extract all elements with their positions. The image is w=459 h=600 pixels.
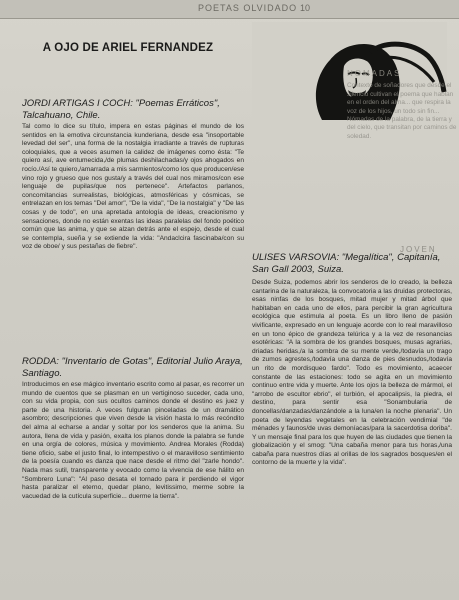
entry-heading: RODDA: "Inventario de Gotas", Editorial Julio Araya, Santiago. (22, 356, 243, 379)
faded-heading: NÓMADAS (347, 70, 402, 78)
section-header-label: POETAS OLVIDADO (198, 3, 298, 13)
faded-text: Contexto de soñadores que desde el silencio cultivan el poema que hablan en el orden del alma... que respira la voz de los hijos, un todo sin fin... Nómadas de la palabra, de la tierra y del cielo, que transitan por caminos de soledad. (347, 82, 457, 140)
entry-body: Introducimos en ese mágico inventario escrito como al pasar, es recorrer un mundo de cuentos que se plasman en un vertiginoso suceder, cada uno, con su vida propia, con sus ocultos caminos donde el destino es juez y parte de una historia. A veces fulguran pinceladas de un dramático asombro; descripciones que viven desde la visión hasta lo más recóndito del alma al echarse a andar y soltar por los senderos que la anima. Su autora, llena de vida y pasión, exalta los planos donde la palabra se funde en una orgía de colores, música y movimiento. Andrea Morales (Rodda) tiene oficio, sabe el justo final, lo intempestivo o el maravilloso sentimiento de la poesía cuando es danza que nace desde el ritmo del "zarle hondo". Nada mas sutil, transparente y evocado como la vivencia de ese hálito en "Sombrero Luna": "Al paso desata el tornado para ir perdiendo el vigor hasta paralizar el eterno, quedar plano, levitissimo, merme sobre la vacuedad de la cutícula superficie... duerme la tierra". (22, 381, 244, 500)
entry-heading: JORDI ARTIGAS I COCH: "Poemas Erráticos", Talcahuano, Chile. (22, 98, 220, 121)
entry-body: Desde Suiza, podemos abrir los senderos de lo creado, la belleza cantarina de la naturaleza, la convocatoria a las druidas protectoras, esas ninfas de los bosques, mitad mujer y mitad árbol que habitaban en cada uno de ellos, para percibir la gran agricultura ecológica que estimula al poeta. Es un libro lleno de pasión vivificante, expresado en un lenguaje acorde con lo real maravilloso en un tono épico de grandeza telúrica y a la vez de resonancias esotéricas: "A la sombra de los grandes bosques, musas agrarias, driadas heridas,/a la sombra de su mente verde,/todavía un trago de zumos agrestes,/todavía una danza de pies desnudos,/todavía un rito de mordisqueo fardo". Todo es movimiento, acaecer constante de las estaciones: todo se agita en un movimiento continuo entre vida y muerte. Ante los ojos la belleza de mármol, el "arrobo de escultor ebrio", el turbión, el apocalipsis, la piedra, el destino, para sentir esa "Sonambularia de doncellas/danzadas/danzándole a la luna/en la noche plenaria". Un poeta de leyendas vegetales en la celebración vendimial "de ménades y faunos/de uvas demoníacas/para la sacerdotisa doriba". Y un mensaje final para los que huyen de las ciudades que tienen la globalización y el smog: "Una cabaña menor para tus horas,/una cabaña para nuestros días al orillas de los sagrados bosques/en el contorno de la muerte y la vida". (252, 279, 452, 467)
review-entry-varsovia (252, 252, 452, 468)
section-header (0, 0, 459, 19)
faded-joven-label: JOVEN (400, 245, 437, 254)
section-header-right: 10 (300, 3, 311, 13)
page-title: A OJO DE ARIEL FERNANDEZ (42, 42, 214, 54)
entry-body: Tal como lo dice su título, impera en estas páginas el mundo de los sentidos en la emotiva circunstancia kunderiana, desde esa "insoportable levedad del ser", una forma de la nostalgia irradiante a través de rupturas coloquiales, que a veces asumen la calidez de imágenes como ésta: "Te quiero así, ave entumecida,/de plumas deshilachadas/y ojos ahogados en rocío./Así te quiero,/amarrada a mis sarmientos/como los que producen/ese vino rojo y grueso que nos gusta/y a través del cual nos miramos/con ese lenguaje de pupilas/que nos pertenece". Artefactos parlanos, concomitancias surrealistas, biológicas, atmosféricas y cósmicas, se entrelazan en los temas "Del amor", "De la vida", "De la nostalgia" y "De las cosas y de todo", en una apretada antología de ideas, creacionismo y sensaciones, donde no están exentas las ideas paralelas del fondo poético común que las anima, y que se alzan detrás ante el espejo, desde el cual se contempla, sueña y se extiende la vida: "Andaclcira fascinaba/con su voz de oboe/ y sus pestañas de fiebre". (22, 123, 244, 251)
review-entry-rodda (22, 356, 244, 501)
entry-heading: ULISES VARSOVIA: "Megalítica", Capitanía, San Gall 2003, Suiza. (252, 252, 441, 275)
review-entry-artigas (22, 98, 244, 252)
